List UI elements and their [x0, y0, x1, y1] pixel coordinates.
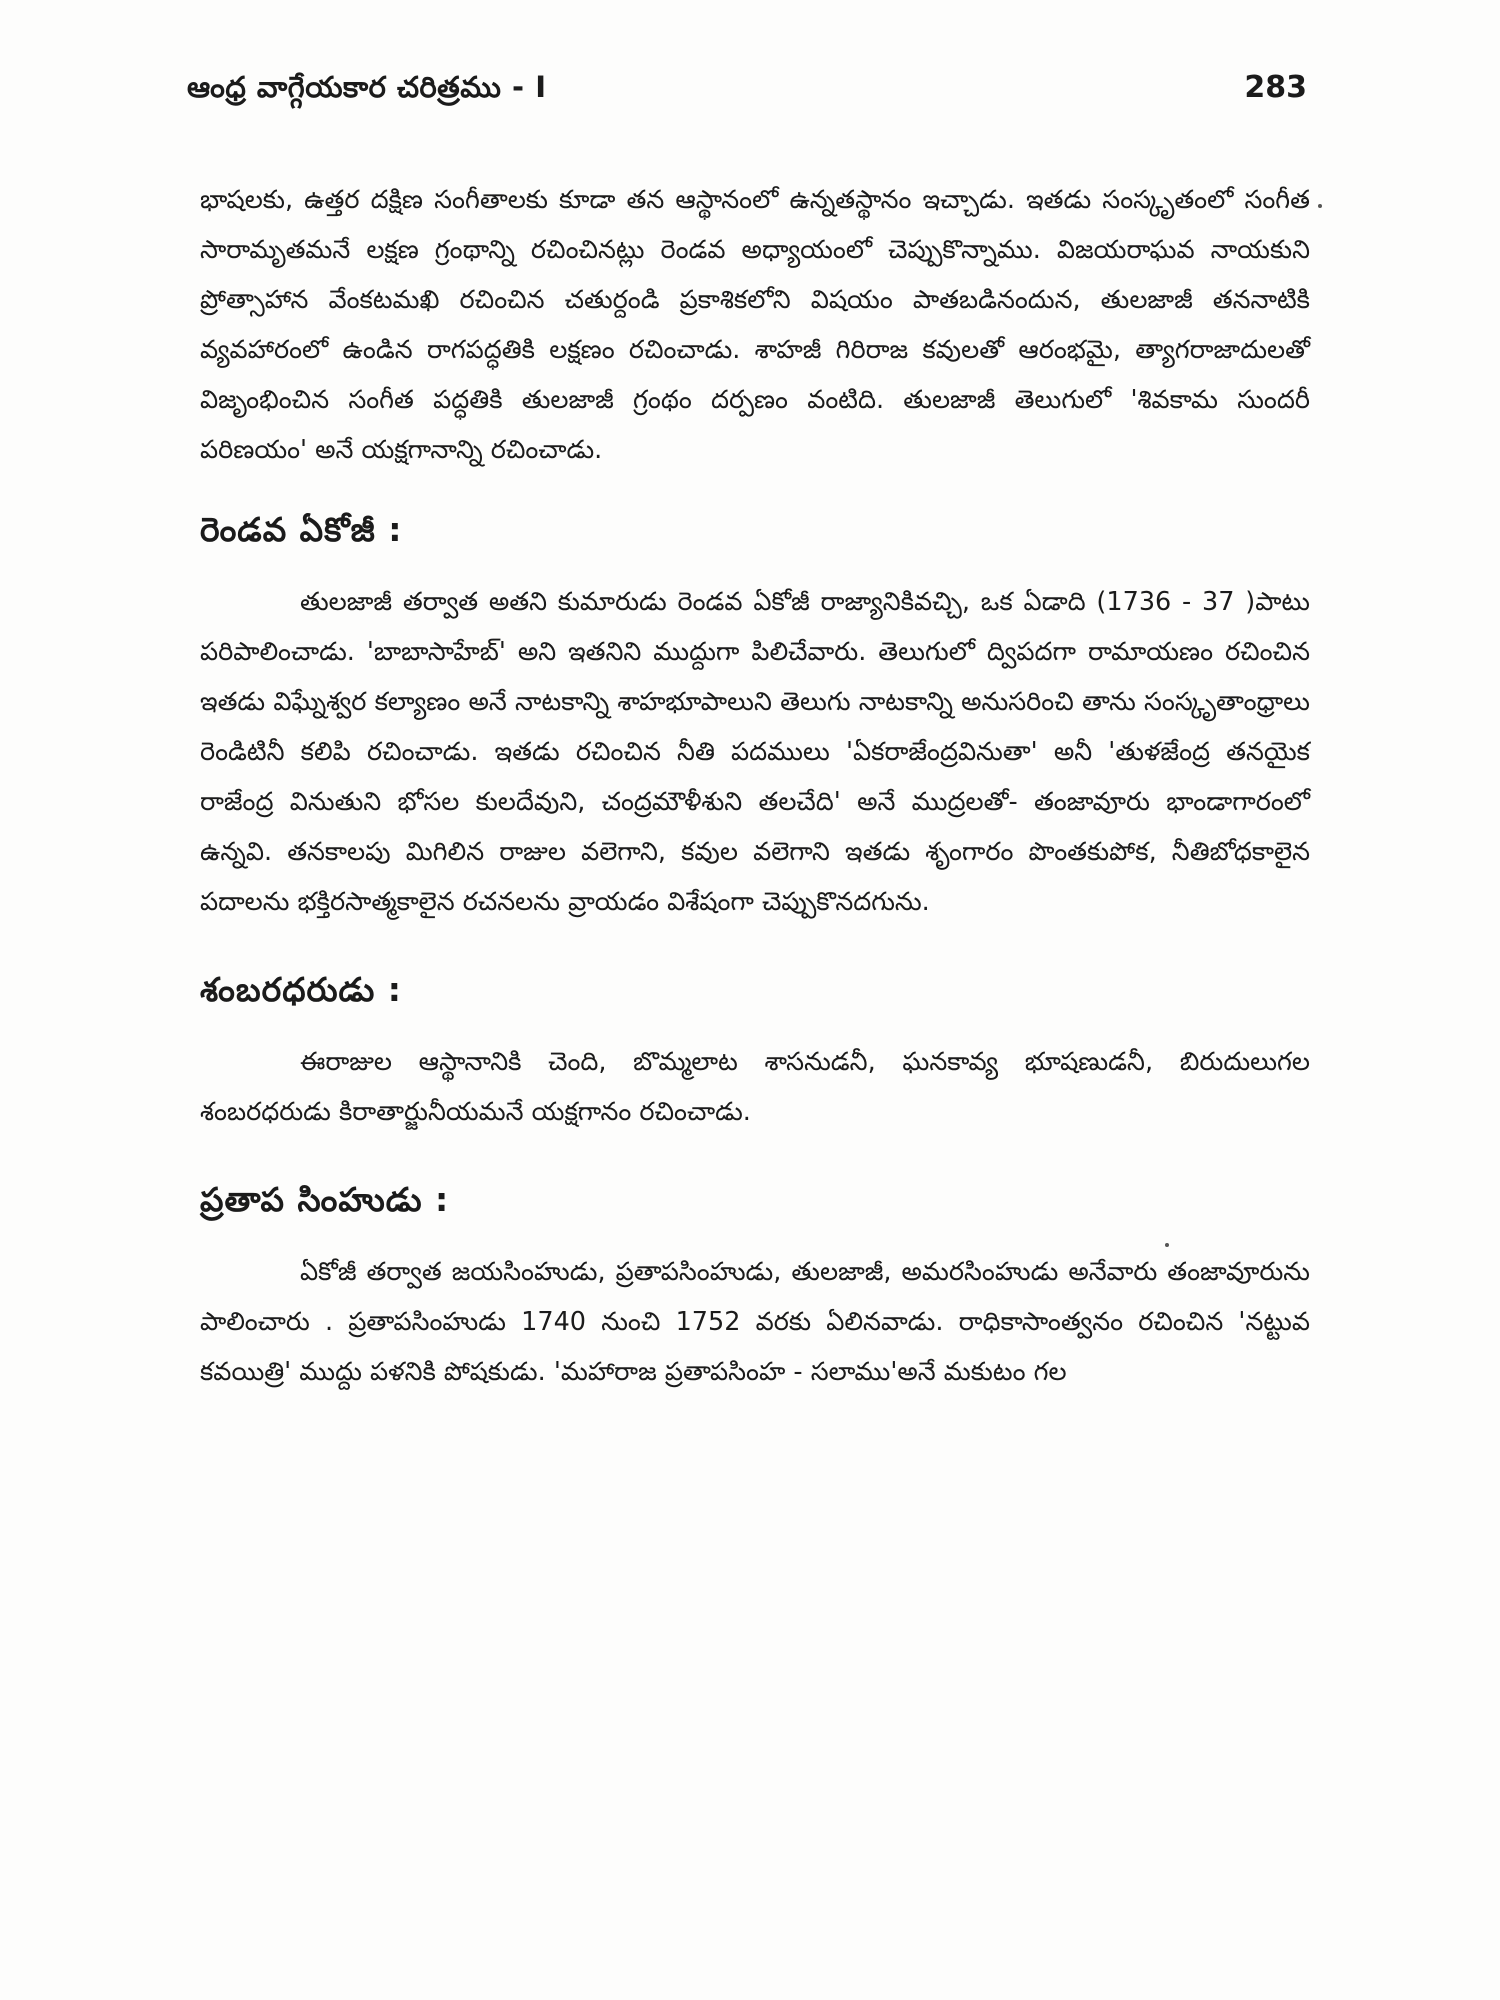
running-header: [187, 70, 1307, 120]
page-number: 283: [1244, 70, 1307, 105]
page-body: [200, 175, 1310, 1397]
section-heading-shambaradharudu: శంబరధరుడు :: [200, 970, 403, 1009]
print-speck: [1318, 204, 1322, 208]
section-heading-ekoji: రెండవ ఏకోజీ :: [200, 510, 403, 549]
section-paragraph-shambaradharudu: ఈరాజుల ఆస్థానానికి చెంది, బొమ్మలాట శాసనుడనీ, ఘనకావ్య భూషణుడనీ, బిరుదులుగల శంబరధరుడు కిరాతార్జునీయమనే యక్షగానం రచించాడు.: [200, 1047, 1310, 1127]
intro-paragraph: భాషలకు, ఉత్తర దక్షిణ సంగీతాలకు కూడా తన ఆస్థానంలో ఉన్నతస్థానం ఇచ్చాడు. ఇతడు సంస్కృతంలో సంగీత సారామృతమనే లక్షణ గ్రంథాన్ని రచించినట్లు రెండవ అధ్యాయంలో చెప్పుకొన్నాము. విజయరాఘవ నాయకుని ప్రోత్సాహాన వేంకటమఖి రచించిన చతుర్దండి ప్రకాశికలోని విషయం పాతబడినందున, తులజాజీ తననాటికి వ్యవహారంలో ఉండిన రాగపద్ధతికి లక్షణం రచించాడు. శాహజీ గిరిరాజ కవులతో ఆరంభమై, త్యాగరాజాదులతో విజృంభించిన సంగీత పద్ధతికి తులజాజీ గ్రంథం దర్పణం వంటిది. తులజాజీ తెలుగులో 'శివకామ సుందరీ పరిణయం' అనే యక్షగానాన్ని రచించాడు.: [200, 185, 1310, 465]
section-paragraph-pratapa-simhudu: ఏకోజీ తర్వాత జయసింహుడు, ప్రతాపసింహుడు, తులజాజీ, అమరసింహుడు అనేవారు తంజావూరును పాలించారు . ప్రతాపసింహుడు 1740 నుంచి 1752 వరకు ఏలినవాడు. రాధికాసాంత్వనం రచించిన 'నట్టువ కవయిత్రి' ముద్దు పళనికి పోషకుడు. 'మహారాజ ప్రతాపసింహ - సలాము'అనే మకుటం గల: [200, 1257, 1310, 1387]
book-title: ఆంధ్ర వాగ్గేయకార చరిత్రము - I: [187, 70, 547, 104]
section-heading-pratapa-simhudu: ప్రతాప సింహుడు :: [200, 1180, 450, 1219]
print-speck: [1165, 1243, 1169, 1247]
section-paragraph-ekoji: తులజాజీ తర్వాత అతని కుమారుడు రెండవ ఏకోజీ రాజ్యానికివచ్చి, ఒక ఏడాది (1736 - 37 )పాటు పరిపాలించాడు. 'బాబాసాహేబ్' అని ఇతనిని ముద్దుగా పిలిచేవారు. తెలుగులో ద్విపదగా రామాయణం రచించిన ఇతడు విఘ్నేశ్వర కల్యాణం అనే నాటకాన్ని శాహభూపాలుని తెలుగు నాటకాన్ని అనుసరించి తాను సంస్కృతాంధ్రాలు రెండిటినీ కలిపి రచించాడు. ఇతడు రచించిన నీతి పదములు 'ఏకరాజేంద్రవినుతా' అనీ 'తుళజేంద్ర తనయైక రాజేంద్ర వినుతుని భోసల కులదేవుని, చంద్రమౌళీశుని తలచేది' అనే ముద్రలతో- తంజావూరు భాండాగారంలో ఉన్నవి. తనకాలపు మిగిలిన రాజుల వలెగాని, కవుల వలెగాని ఇతడు శృంగారం పొంతకుపోక, నీతిబోధకాలైన పదాలను భక్తిరసాత్మకాలైన రచనలను వ్రాయడం విశేషంగా చెప్పుకొనదగును.: [200, 587, 1310, 917]
